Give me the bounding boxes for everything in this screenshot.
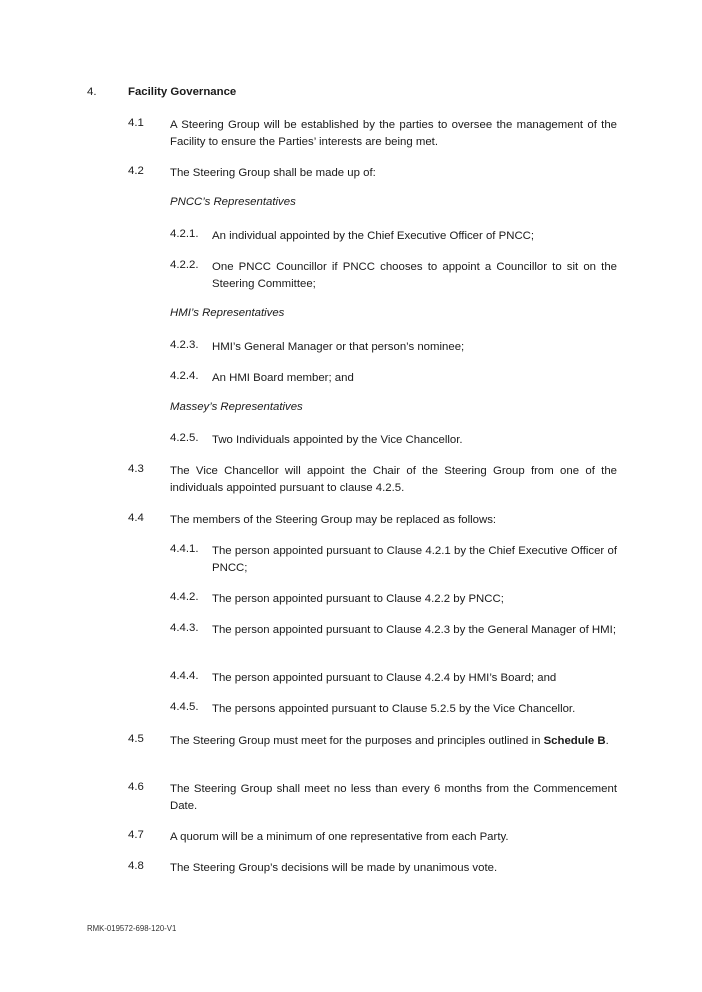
clause-text: The members of the Steering Group may be replaced as follows: (170, 514, 497, 526)
subclause-text: The person appointed pursuant to Clause 4.2.1 by the Chief Executive Officer of PNCC; (212, 545, 617, 574)
clause-text: A quorum will be a minimum of one representative from each Party. (170, 831, 509, 843)
subclause-text: One PNCC Councillor if PNCC chooses to appoint a Councillor to sit on the Steering Committee; (212, 261, 617, 290)
subclause-number: 4.4.5. (170, 701, 199, 713)
subclause-text: An individual appointed by the Chief Executive Officer of PNCC; (212, 230, 535, 242)
subclause-text: Two Individuals appointed by the Vice Chancellor. (212, 434, 463, 446)
subclause-number: 4.2.1. (170, 228, 199, 240)
subheading-massey: Massey’s Representatives (170, 401, 303, 413)
subclause-text: An HMI Board member; and (212, 372, 354, 384)
clause-number: 4.4 (128, 512, 144, 524)
schedule-reference: Schedule B (543, 735, 606, 747)
document-reference: RMK-019572-698-120-V1 (87, 924, 177, 933)
subheading-pncc: PNCC’s Representatives (170, 196, 296, 208)
subclause-text: HMI’s General Manager or that person’s nominee; (212, 341, 465, 353)
clause-text: The Steering Group shall be made up of: (170, 167, 376, 179)
subclause-text: The person appointed pursuant to Clause 4.2.3 by the General Manager of HMI; (212, 624, 616, 636)
clause-number: 4.7 (128, 829, 144, 841)
clause-number: 4.8 (128, 860, 144, 872)
clause-number: 4.3 (128, 463, 144, 475)
clause-text-part: . (605, 735, 609, 747)
clause-number: 4.6 (128, 781, 144, 793)
subclause-number: 4.2.3. (170, 339, 199, 351)
subclause-number: 4.4.2. (170, 591, 199, 603)
subclause-number: 4.2.4. (170, 370, 199, 382)
clause-number: 4.1 (128, 117, 144, 129)
subclause-number: 4.4.1. (170, 543, 199, 555)
clause-number: 4.2 (128, 165, 144, 177)
subclause-text: The person appointed pursuant to Clause 4.2.2 by PNCC; (212, 593, 504, 605)
clause-text (170, 733, 617, 750)
subclause-text: The persons appointed pursuant to Clause 5.2.5 by the Vice Chancellor. (212, 703, 576, 715)
clause-text: The Steering Group’s decisions will be made by unanimous vote. (170, 862, 498, 874)
section-title: Facility Governance (128, 86, 237, 98)
subheading-hmi: HMI’s Representatives (170, 307, 285, 319)
clause-text: The Vice Chancellor will appoint the Chair of the Steering Group from one of the individuals appointed pursuant to clause 4.2.5. (170, 465, 617, 494)
subclause-number: 4.2.5. (170, 432, 199, 444)
clause-text: The Steering Group shall meet no less than every 6 months from the Commencement Date. (170, 783, 617, 812)
subclause-number: 4.2.2. (170, 259, 199, 271)
clause-text: A Steering Group will be established by the parties to oversee the management of the Facility to ensure the Parties’ interests are being met. (170, 119, 617, 148)
clause-text-part: The Steering Group must meet for the purposes and principles outlined in (170, 735, 544, 747)
section-number: 4. (87, 86, 97, 98)
subclause-number: 4.4.4. (170, 670, 199, 682)
subclause-number: 4.4.3. (170, 622, 199, 634)
clause-number: 4.5 (128, 733, 144, 745)
subclause-text: The person appointed pursuant to Clause 4.2.4 by HMI’s Board; and (212, 672, 557, 684)
